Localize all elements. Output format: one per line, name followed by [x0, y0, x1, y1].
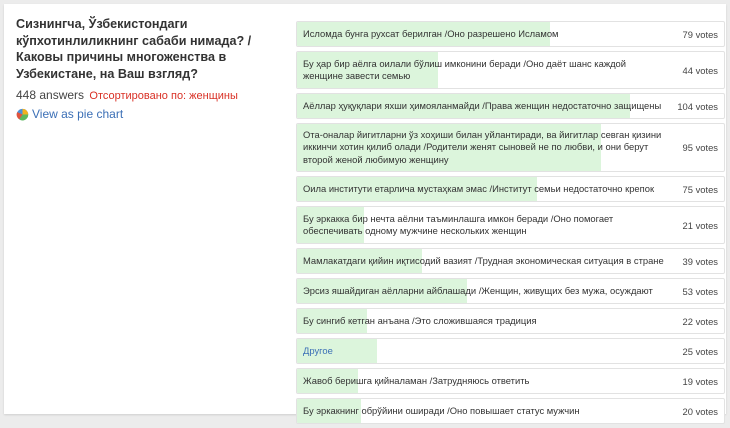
answer-option-row[interactable]: [296, 206, 725, 244]
answer-option-row[interactable]: [296, 93, 725, 119]
answer-option-label: Бу ҳар бир аёлга оилали бўлиш имконини беради /Оно даёт шанс каждой женщине завести семью: [303, 57, 627, 81]
vote-count: 22 votes: [682, 315, 718, 327]
answer-option-row[interactable]: [296, 398, 725, 424]
answer-option-content: [297, 399, 724, 423]
answer-option-content: [297, 207, 724, 243]
vote-count: 39 votes: [682, 255, 718, 267]
vote-count: 20 votes: [682, 405, 718, 417]
answer-option-content: [297, 52, 724, 88]
answer-option-row[interactable]: [296, 123, 725, 172]
answer-option-row[interactable]: [296, 308, 725, 334]
answer-option-row[interactable]: [296, 51, 725, 89]
answer-option-row[interactable]: [296, 176, 725, 202]
answer-option-content: [297, 249, 724, 273]
answers-meta: [16, 87, 288, 104]
answer-option-label: Мамлакатдаги қийин иқтисодий вазият /Трудная экономическая ситуация в стране: [303, 254, 664, 266]
vote-count: 104 votes: [677, 100, 718, 112]
poll-results-card: [4, 4, 726, 417]
sorted-by-label[interactable]: Отсортировано по: женщины: [89, 90, 238, 102]
answer-option-label: Ота-оналар йигитларни ўз хоҳиши билан уйлантиради, ва йигитлар севган қизини иккинчи хотин қилиб олади /Родители женят сыновей не по любви, и они берут второй женой любимую женщину: [303, 129, 662, 165]
answer-option-label: Бу сингиб кетган анъана /Это сложившаяся традиция: [303, 314, 537, 326]
question-panel: [16, 16, 288, 122]
answer-option-label: Оила институти етарлича мустаҳкам эмас /Институт семьи недостаточно крепок: [303, 182, 655, 194]
answer-option-row[interactable]: [296, 248, 725, 274]
answer-option-row[interactable]: [296, 338, 725, 364]
answer-option-label: Бу эркакнинг обрўйини оширади /Оно повышает статус мужчин: [303, 404, 580, 416]
question-title: Сизнингча, Ўзбекистондаги кўпхотинлиликнинг сабаби нимада? / Каковы причины многоженства в Узбекистане, на Ваш взгляд?: [16, 17, 252, 81]
answer-option-content: [297, 124, 724, 171]
answer-option-content: [297, 177, 724, 201]
vote-count: 44 votes: [682, 64, 718, 76]
answer-option-label: Жавоб беришга қийналаман /Затрудняюсь ответить: [303, 374, 530, 386]
answer-option-content: [297, 279, 724, 303]
answers-count: 448 answers: [16, 88, 85, 102]
vote-count: 79 votes: [682, 28, 718, 40]
answer-option-content: [297, 22, 724, 46]
pie-chart-link-label: View as pie chart: [32, 107, 124, 121]
answer-option-content: [297, 309, 724, 333]
answer-option-content: [297, 369, 724, 393]
pie-chart-icon: [16, 108, 29, 121]
vote-count: 53 votes: [682, 285, 718, 297]
answer-option-row[interactable]: [296, 278, 725, 304]
answer-options-list: [296, 21, 725, 428]
view-as-pie-chart-link[interactable]: [16, 106, 288, 122]
answer-option-label[interactable]: Другое: [303, 344, 333, 356]
vote-count: 21 votes: [682, 219, 718, 231]
answer-option-label: Аёллар ҳуқуқлари яхши ҳимояланмайди /Права женщин недостаточно защищены: [303, 99, 662, 111]
vote-count: 75 votes: [682, 183, 718, 195]
answer-option-label: Бу эркакка бир нечта аёлни таъминлашга имкон беради /Оно помогает обеспечивать одному мужчине нескольких женщин: [303, 212, 614, 236]
answer-option-row[interactable]: [296, 368, 725, 394]
vote-count: 19 votes: [682, 375, 718, 387]
answer-option-content: [297, 94, 724, 118]
vote-count: 95 votes: [682, 142, 718, 153]
vote-count: 25 votes: [682, 345, 718, 357]
answer-option-label: Исломда бунга рухсат берилган /Оно разрешено Исламом: [303, 27, 559, 39]
answer-option-label: Эрсиз яшайдиган аёлларни айблашади /Женщин, живущих без мужа, осуждают: [303, 284, 653, 296]
answer-option-content: [297, 339, 724, 363]
answer-option-row[interactable]: [296, 21, 725, 47]
